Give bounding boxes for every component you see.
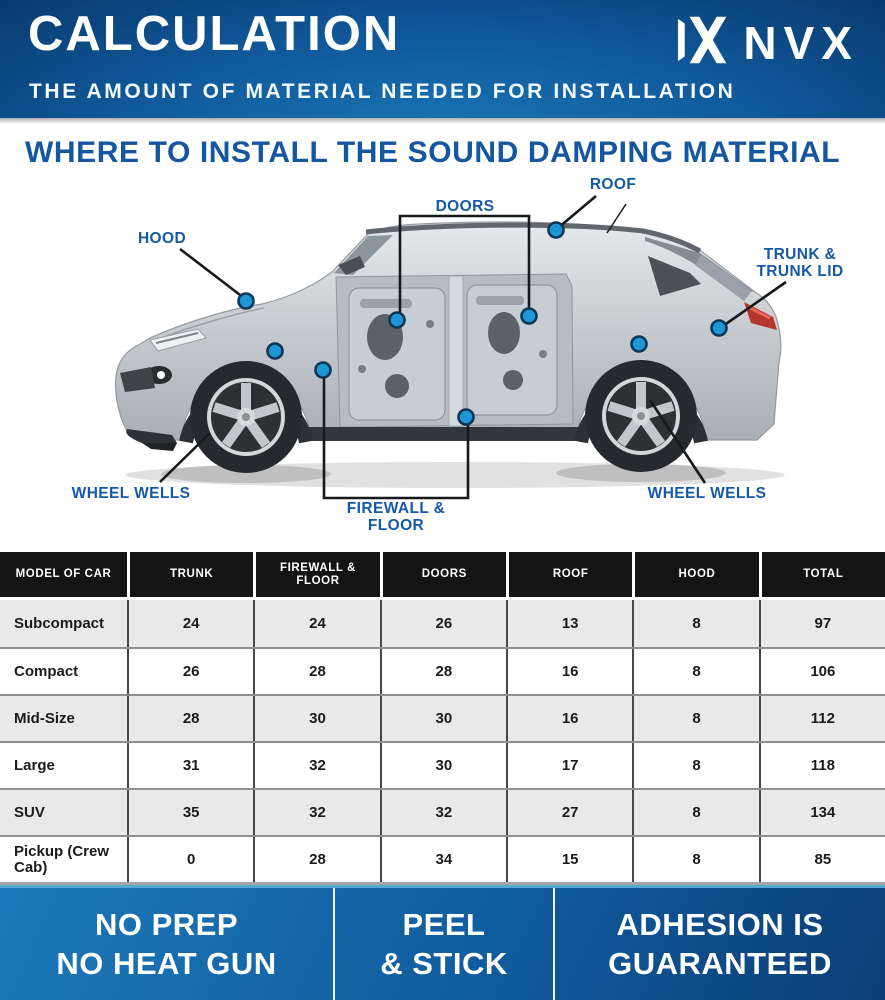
front-door-inner [349,288,445,420]
row-label: Subcompact [14,614,105,632]
table-header-row [0,552,885,597]
table-row [0,788,885,835]
table-cell: 106 [759,649,885,694]
firewall-dot [316,363,331,378]
table-cell: 134 [759,790,885,835]
col-header-trunk: TRUNK [130,552,253,597]
row-label: Mid-Size [14,709,75,727]
diagram-title: WHERE TO INSTALL THE SOUND DAMPING MATERIAL [25,136,841,169]
table-cell: 17 [506,743,632,788]
brand-logo [677,14,859,71]
table-cell: 16 [506,649,632,694]
table-cell: 27 [506,790,632,835]
table-cell: 24 [127,600,253,647]
table-row [0,835,885,882]
roof-dot [549,223,564,238]
col-header-hood: HOOD [635,552,758,597]
table-row [0,600,885,647]
table-cell: 85 [759,837,885,882]
wheel-wells-right-label: WHEEL WELLS [647,485,767,502]
page-title: CALCULATION [28,7,401,61]
table-cell: 35 [127,790,253,835]
table-cell: 118 [759,743,885,788]
front-wheel-well-dot [268,344,283,359]
table-row [0,647,885,694]
table-cell: 28 [380,649,506,694]
table-cell: 8 [632,837,758,882]
roof-label: ROOF [589,176,637,193]
table-row [0,741,885,788]
col-header-firewall-floor: FIREWALL & FLOOR [256,552,379,597]
page-subtitle: THE AMOUNT OF MATERIAL NEEDED FOR INSTALLATION [29,80,736,103]
hood-label: HOOD [137,230,187,247]
table-cell: 32 [253,743,379,788]
rear-wheel [585,360,697,472]
table-cell: 112 [759,696,885,741]
table-body [0,597,885,882]
wheel-wells-left-label: WHEEL WELLS [71,485,191,502]
rear-wheel-well-dot [632,337,647,352]
row-label: Large [14,756,55,774]
rear-door-dot [522,309,537,324]
firewall-floor-label: FIREWALL & FLOOR [346,500,446,534]
table-cell: 34 [380,837,506,882]
table-cell: 8 [632,649,758,694]
col-header-roof: ROOF [509,552,632,597]
trunk-label: TRUNK & TRUNK LID [756,246,844,280]
table-cell: 28 [127,696,253,741]
hood-line [180,249,244,298]
row-label: SUV [14,803,45,821]
rear-door-inner [467,285,557,415]
table-cell: 26 [127,649,253,694]
table-cell: 32 [380,790,506,835]
benefit-adhesion: ADHESION IS GUARANTEED [608,907,832,981]
table-cell: 8 [632,696,758,741]
brand-name: NVX [743,16,859,69]
table-cell: 8 [632,790,758,835]
table-cell: 32 [253,790,379,835]
col-header-doors: DOORS [383,552,506,597]
doors-label: DOORS [435,198,495,215]
benefits-footer [0,885,885,1000]
table-cell: 30 [380,696,506,741]
hood-dot [239,294,254,309]
table-cell: 26 [380,600,506,647]
table-cell: 0 [127,837,253,882]
table-row [0,694,885,741]
table-cell: 31 [127,743,253,788]
material-table [0,552,885,882]
table-cell: 28 [253,837,379,882]
table-cell: 8 [632,600,758,647]
row-label: Pickup (Crew Cab) [14,842,110,876]
col-header-model: MODEL OF CAR [0,552,127,597]
table-cell: 24 [253,600,379,647]
benefit-no-prep: NO PREP NO HEAT GUN [56,907,277,981]
table-cell: 30 [380,743,506,788]
front-door-dot [390,313,405,328]
table-cell: 8 [632,743,758,788]
install-diagram-section [0,124,885,552]
nvx-logo-icon [677,14,735,71]
col-header-total: TOTAL [762,552,885,597]
row-label: Compact [14,662,79,680]
trunk-dot [712,321,727,336]
top-banner [0,0,885,118]
roof-line [558,196,596,228]
benefit-peel-stick: PEEL & STICK [333,888,555,1000]
table-cell: 13 [506,600,632,647]
table-cell: 97 [759,600,885,647]
table-cell: 28 [253,649,379,694]
table-cell: 15 [506,837,632,882]
table-cell: 16 [506,696,632,741]
table-cell: 30 [253,696,379,741]
front-wheel [190,361,302,473]
floor-dot [459,410,474,425]
